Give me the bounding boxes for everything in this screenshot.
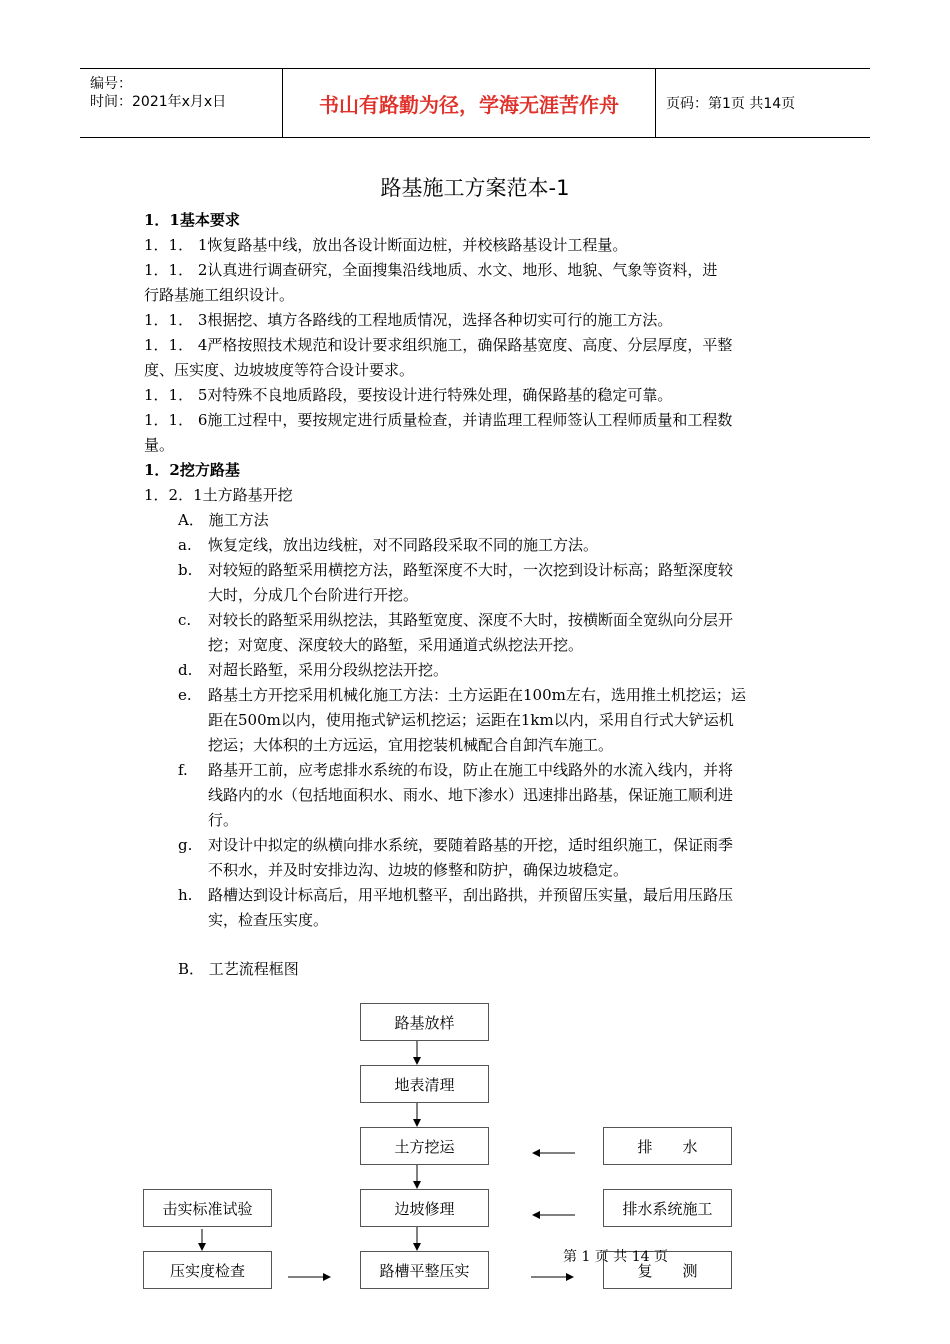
list-item-text: 恢复定线，放出边线桩，对不同路段采取不同的施工方法。	[208, 536, 599, 554]
list-item-text: 线路内的水（包括地面积水、雨水、地下渗水）迅速排出路基，保证施工顺利进	[208, 786, 734, 804]
list-item-text: 不积水，并及时安排边沟、边坡的修整和防护，确保边坡稳定。	[208, 861, 629, 879]
flow-box-surface-clearing: 地表清理	[360, 1065, 489, 1103]
number-label: 编号：	[90, 76, 132, 92]
header-page-info: 页码：第1页 共14页	[666, 96, 796, 112]
list-item-label: e.	[178, 686, 192, 704]
document-title: 路基施工方案范本-1	[380, 176, 570, 200]
header-motto: 书山有路勤为径，学海无涯苦作舟	[283, 69, 656, 137]
paragraph-1-1-4-line2: 度、压实度、边坡坡度等符合设计要求。	[144, 361, 415, 379]
date-label: 时间：2021年x月x日	[90, 94, 227, 110]
paragraph-1-1-3: 1．1． 3根据挖、填方各路线的工程地质情况，选择各种切实可行的施工方法。	[144, 311, 673, 329]
list-item-label: f.	[178, 761, 188, 779]
paragraph-1-1-2-line1: 1．1． 2认真进行调查研究，全面搜集沿线地质、水文、地形、地貌、气象等资料，进	[144, 261, 718, 279]
list-item-text: 挖；对宽度、深度较大的路堑，采用通道式纵挖法开挖。	[208, 636, 584, 654]
paragraph-1-1-4-line1: 1．1． 4严格按照技术规范和设计要求组织施工，确保路基宽度、高度、分层厚度，平整	[144, 336, 733, 354]
list-item-text: 大时，分成几个台阶进行开挖。	[208, 586, 419, 604]
subsection-1-2-1: 1．2．1土方路基开挖	[144, 486, 293, 504]
subheading-construction-method: A． 施工方法	[178, 511, 269, 529]
list-item-text: 路槽达到设计标高后，用平地机整平，刮出路拱，并预留压实量，最后用压路压	[208, 886, 734, 904]
subheading-process-flowchart: B． 工艺流程框图	[178, 960, 299, 978]
flow-box-retest: 复 测	[603, 1251, 732, 1289]
flow-box-earth-excavation: 土方挖运	[360, 1127, 489, 1165]
footer-page-number: 第 1 页 共 14 页	[563, 1249, 668, 1265]
list-item-label: h.	[178, 886, 193, 904]
flow-box-compaction-check: 压实度检查	[143, 1251, 272, 1289]
flow-box-slope-trimming: 边坡修理	[360, 1189, 489, 1227]
list-item-label: c.	[178, 611, 192, 629]
list-item-label: b.	[178, 561, 193, 579]
flow-box-subgrade-staking: 路基放样	[360, 1003, 489, 1041]
list-item-text: 对设计中拟定的纵横向排水系统，要随着路基的开挖，适时组织施工，保证雨季	[208, 836, 734, 854]
paragraph-1-1-2-line2: 行路基施工组织设计。	[144, 286, 295, 304]
flow-box-subgrade-compaction: 路槽平整压实	[360, 1251, 489, 1289]
list-item-text: 行。	[208, 811, 239, 829]
list-item-label: d.	[178, 661, 193, 679]
paragraph-1-1-6-line1: 1．1． 6施工过程中，要按规定进行质量检查，并请监理工程师签认工程师质量和工程数	[144, 411, 733, 429]
section-heading-1-1: 1．1基本要求	[144, 211, 240, 229]
paragraph-1-1-5: 1．1． 5对特殊不良地质路段，要按设计进行特殊处理，确保路基的稳定可靠。	[144, 386, 673, 404]
list-item-text: 距在500m以内，使用拖式铲运机挖运；运距在1km以内，采用自行式大铲运机	[208, 711, 734, 729]
paragraph-1-1-6-line2: 量。	[144, 436, 175, 454]
list-item-text: 对超长路堑，采用分段纵挖法开挖。	[208, 661, 449, 679]
list-item-text: 路基土方开挖采用机械化施工方法：土方运距在100m左右，选用推土机挖运；运	[208, 686, 746, 704]
list-item-text: 实，检查压实度。	[208, 911, 329, 929]
flow-box-drainage-system: 排水系统施工	[603, 1189, 732, 1227]
list-item-text: 路基开工前，应考虑排水系统的布设，防止在施工中线路外的水流入线内，并将	[208, 761, 734, 779]
paragraph-1-1-1: 1．1． 1恢复路基中线，放出各设计断面边桩，并校核路基设计工程量。	[144, 236, 628, 254]
flow-box-compaction-standard-test: 击实标准试验	[143, 1189, 272, 1227]
list-item-text: 挖运；大体积的土方远运，宜用挖装机械配合自卸汽车施工。	[208, 736, 614, 754]
list-item-label: g.	[178, 836, 193, 854]
section-heading-1-2: 1．2挖方路基	[144, 461, 240, 479]
list-item-text: 对较长的路堑采用纵挖法，其路堑宽度、深度不大时，按横断面全宽纵向分层开	[208, 611, 734, 629]
list-item-text: 对较短的路堑采用横挖方法，路堑深度不大时，一次挖到设计标高；路堑深度较	[208, 561, 734, 579]
flow-box-drainage: 排 水	[603, 1127, 732, 1165]
list-item-label: a.	[178, 536, 192, 554]
